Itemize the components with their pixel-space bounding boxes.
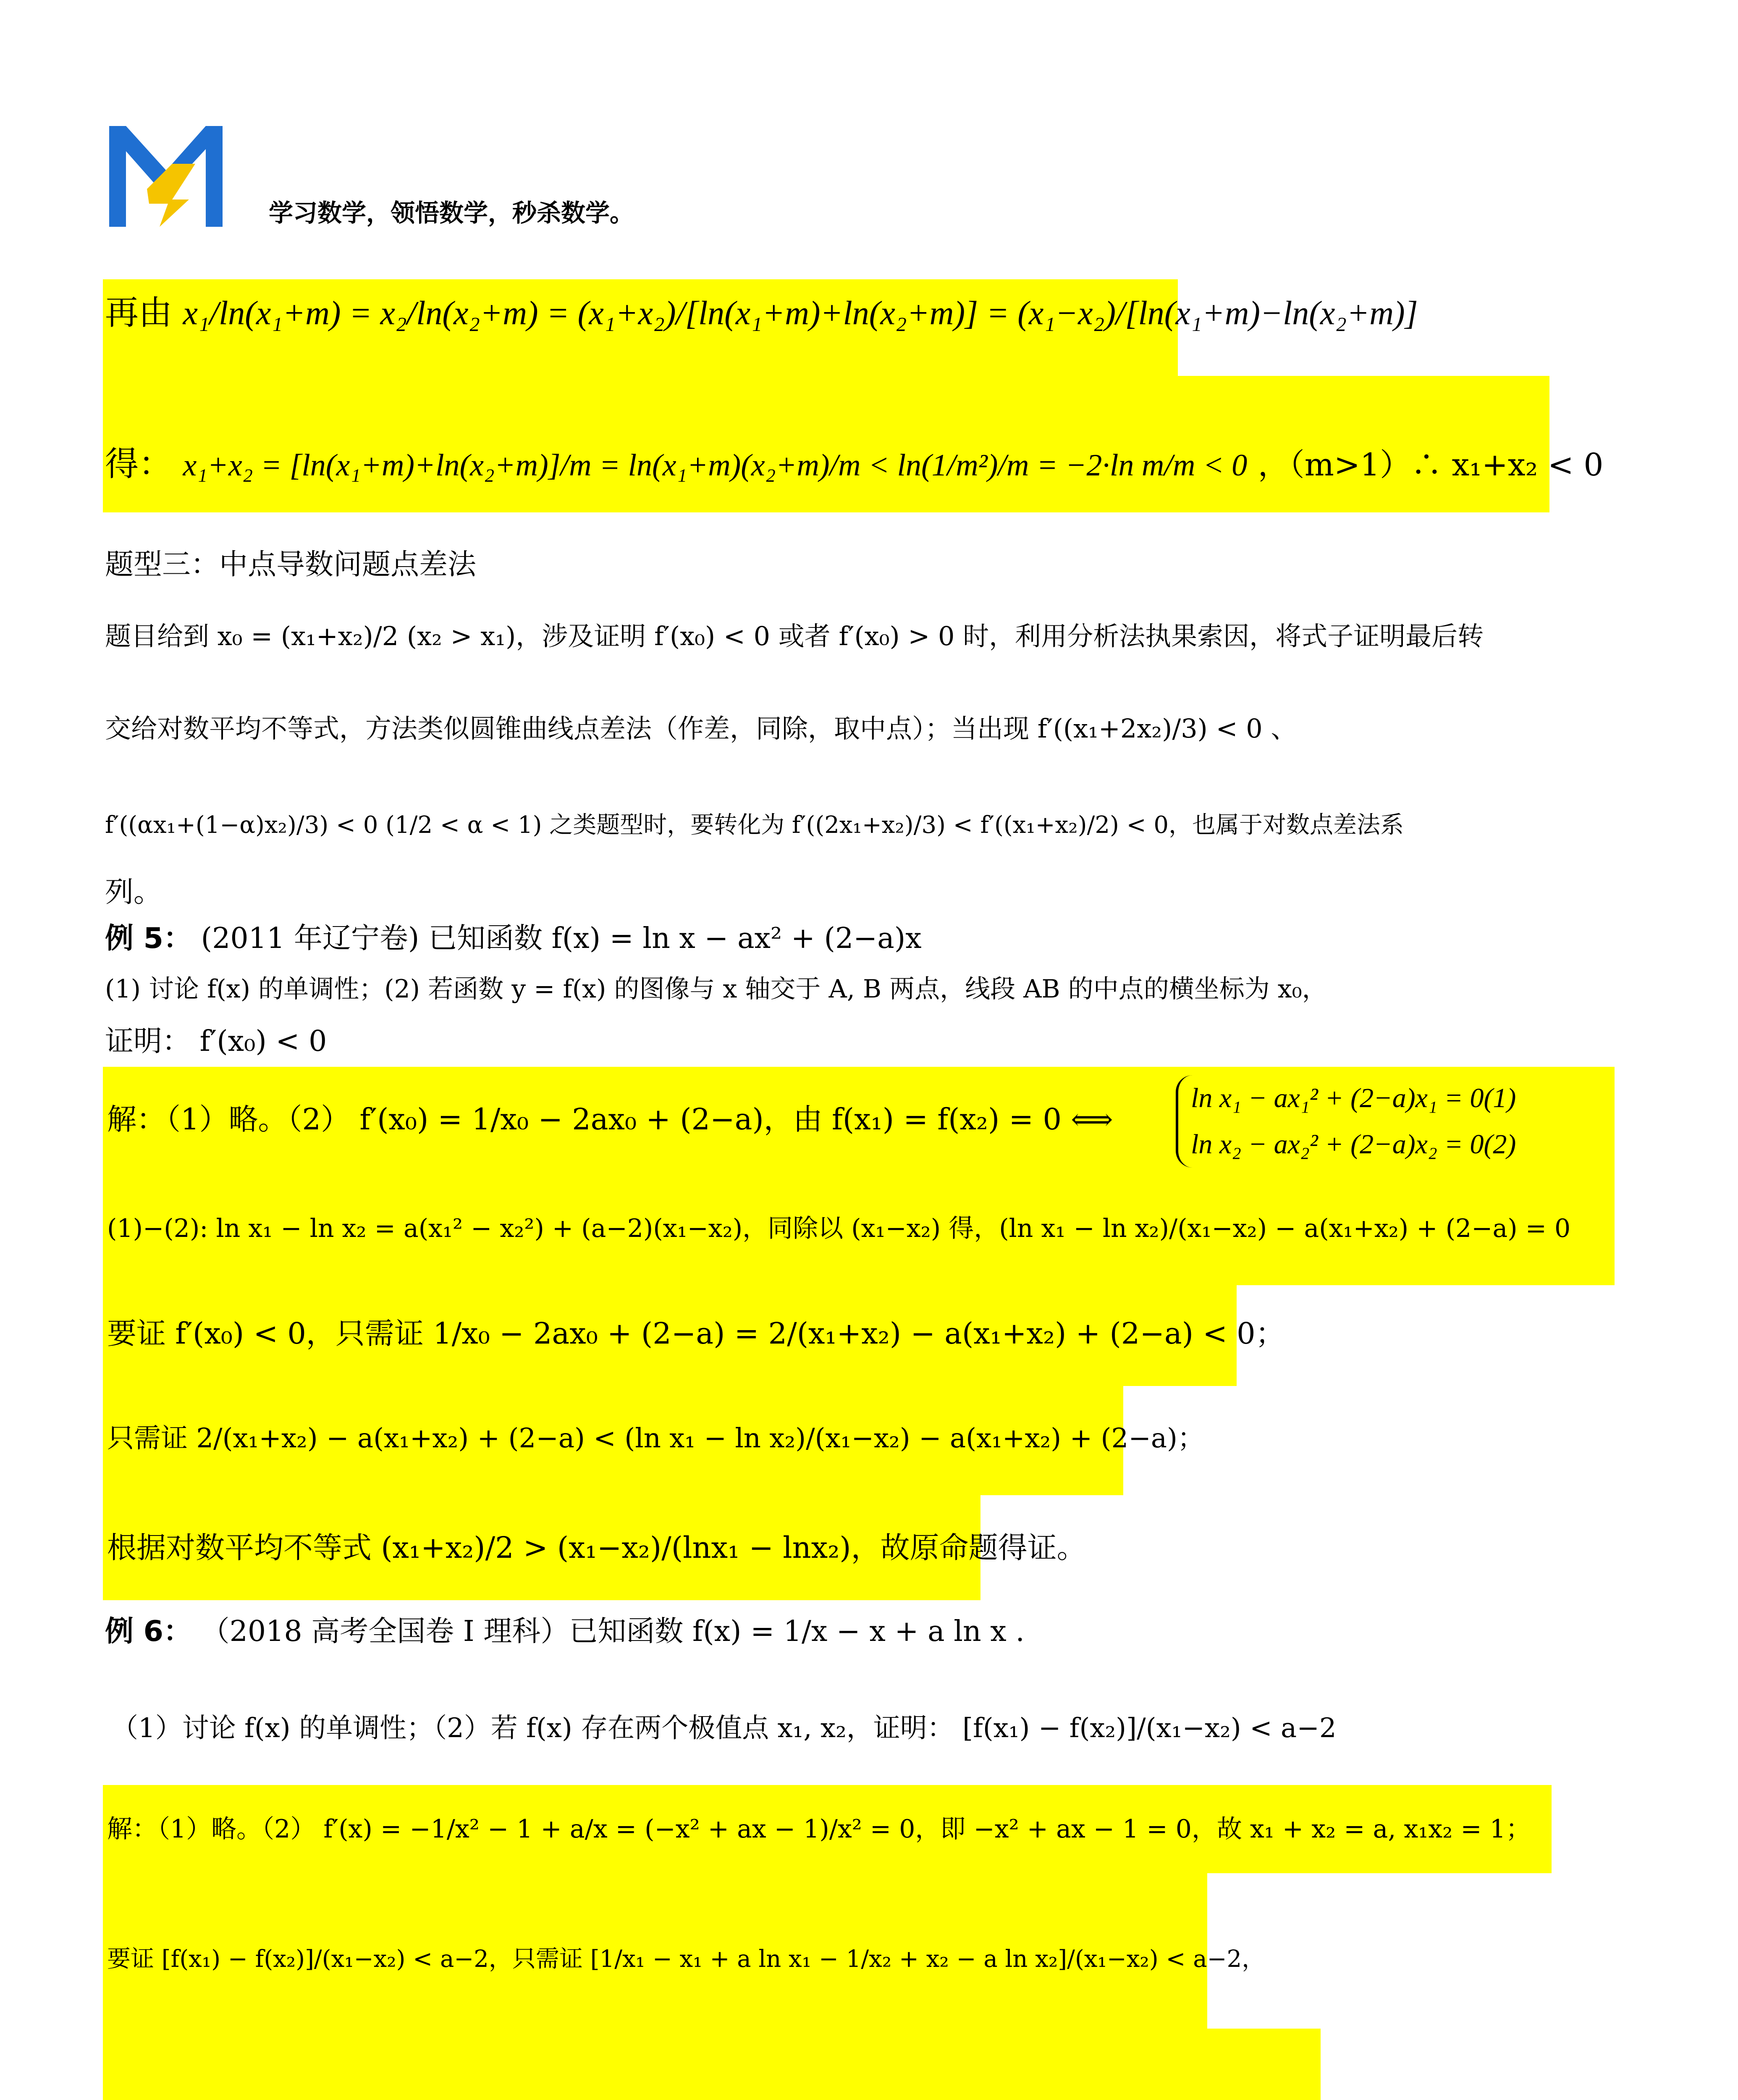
- slogan: 学习数学，领悟数学，秒杀数学。: [269, 199, 634, 227]
- highlight-block-3c: [103, 2029, 1321, 2100]
- ex5-sol-3: 要证 f′(x₀) < 0，只需证 1/x₀ − 2ax₀ + (2−a) = 2/(x₁+x₂) − a(x₁+x₂) + (2−a) < 0；: [107, 1316, 1285, 1351]
- ex5-system: ln x₁ − ax₁² + (2−a)x₁ = 0(1) ln x₂ − ax₂² + (2−a)x₂ = 0(2): [1176, 1075, 1516, 1168]
- section3-p1c: f′((αx₁+(1−α)x₂)/3) < 0 (1/2 < α < 1) 之类题型时，要转化为 f′((2x₁+x₂)/3) < f′((x₁+x₂)/2) < 0，也属于对数点差法系: [105, 811, 1404, 839]
- highlight-block-1b: [103, 376, 1549, 512]
- block1-line1: 再由 x₁/ln(x₁+m) = x₂/ln(x₂+m) = (x₁+x₂)/[ln(x₁+m)+ln(x₂+m)] = (x₁−x₂)/[ln(x₁+m)−ln(x₂+m)]: [105, 293, 1418, 332]
- ex5-sol-5: 根据对数平均不等式 (x₁+x₂)/2 > (x₁−x₂)/(lnx₁ − lnx₂)，故原命题得证。: [107, 1530, 1086, 1565]
- header: [105, 126, 1617, 235]
- example5-stem-line: 例 5： (2011 年辽宁卷) 已知函数 f(x) = ln x − ax² + (2−a)x: [105, 922, 922, 955]
- example6-stem-line: 例 6： （2018 高考全国卷 I 理科）已知函数 f(x) = 1/x − x + a ln x .: [105, 1615, 1025, 1648]
- section3-p1d: 列。: [105, 876, 163, 909]
- ex5-sol-4: 只需证 2/(x₁+x₂) − a(x₁+x₂) + (2−a) < (ln x₁ − ln x₂)/(x₁−x₂) − a(x₁+x₂) + (2−a)；: [107, 1423, 1204, 1454]
- section3-title: 题型三：中点导数问题点差法: [105, 548, 477, 581]
- example6-question: （1）讨论 f(x) 的单调性；（2）若 f(x) 存在两个极值点 x₁, x₂，证明： [f(x₁) − f(x₂)]/(x₁−x₂) < a−2: [111, 1713, 1337, 1744]
- block1-line2: 得： x₁+x₂ = [ln(x₁+m)+ln(x₂+m)]/m = ln(x₁+m)(x₂+m)/m < ln(1/m²)/m = −2·ln m/m < 0 ，（m>1）∴ x₁+x₂ < 0: [105, 444, 1604, 483]
- section3-p1b: 交给对数平均不等式，方法类似圆锥曲线点差法（作差，同除，取中点）；当出现 f′((x₁+2x₂)/3) < 0 、: [105, 713, 1297, 744]
- mm-logo-icon: [109, 126, 223, 227]
- example5-prove: 证明： f′(x₀) < 0: [105, 1025, 327, 1058]
- ex6-sol-3: [107, 2096, 1493, 2100]
- example5-question: (1) 讨论 f(x) 的单调性；(2) 若函数 y = f(x) 的图像与 x 轴交于 A, B 两点，线段 AB 的中点的横坐标为 x₀，: [105, 974, 1327, 1004]
- ex5-sol-1: 解：（1）略。（2） f′(x₀) = 1/x₀ − 2ax₀ + (2−a)，由 f(x₁) = f(x₂) = 0 ⟺: [107, 1102, 1113, 1137]
- example6-label: 例 6：: [105, 1615, 192, 1648]
- section3-p1a: 题目给到 x₀ = (x₁+x₂)/2 (x₂ > x₁)，涉及证明 f′(x₀) < 0 或者 f′(x₀) > 0 时，利用分析法执果索因，将式子证明最后转: [105, 621, 1484, 651]
- block1-eq2: x₁+x₂ = [ln(x₁+m)+ln(x₂+m)]/m = ln(x₁+m)(x₂+m)/m < ln(1/m²)/m = −2·ln m/m < 0: [183, 448, 1248, 483]
- block1-eq1: x₁/ln(x₁+m) = x₂/ln(x₂+m) = (x₁+x₂)/[ln(x₁+m)+ln(x₂+m)] = (x₁−x₂)/[ln(x₁+m)−ln(x₂+m)]: [183, 295, 1418, 332]
- ex6-sol-1: 解：（1）略。（2） f′(x) = −1/x² − 1 + a/x = (−x² + ax − 1)/x² = 0，即 −x² + ax − 1 = 0，故 x₁ + x₂ = a, x₁x₂ = 1；: [107, 1814, 1531, 1844]
- example5-label: 例 5：: [105, 922, 192, 955]
- ex6-sol-2: 要证 [f(x₁) − f(x₂)]/(x₁−x₂) < a−2，只需证 [1/x₁ − x₁ + a ln x₁ − 1/x₂ + x₂ − a ln x₂]/(x₁−x₂) < a−2，: [107, 1945, 1266, 1973]
- ex5-sol-2: (1)−(2): ln x₁ − ln x₂ = a(x₁² − x₂²) + (a−2)(x₁−x₂)，同除以 (x₁−x₂) 得，(ln x₁ − ln x₂)/(x₁−x₂) − a(x₁+x₂) + (2−a) = 0: [107, 1214, 1571, 1243]
